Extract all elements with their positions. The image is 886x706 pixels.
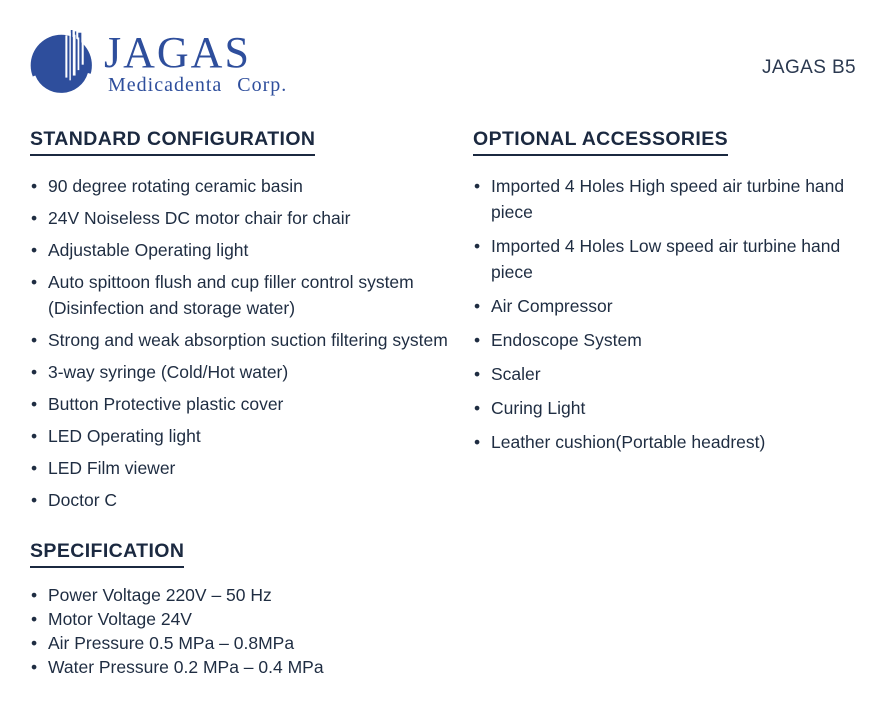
list-item: • Endoscope System bbox=[473, 327, 878, 353]
standard-configuration-title: STANDARD CONFIGURATION bbox=[30, 128, 315, 156]
list-item: • Curing Light bbox=[473, 395, 878, 421]
model-label: JAGAS B5 bbox=[761, 57, 856, 78]
list-item: • Button Protective plastic cover bbox=[30, 391, 455, 417]
standard-configuration-heading bbox=[30, 128, 473, 156]
list-item: • 3-way syringe (Cold/Hot water) bbox=[30, 359, 455, 385]
list-item: • Water Pressure 0.2 MPa – 0.4 MPa bbox=[30, 655, 455, 679]
specification-heading bbox=[30, 540, 473, 568]
list-item: • Imported 4 Holes High speed air turbine hand piece bbox=[473, 173, 878, 225]
list-item: • Scaler bbox=[473, 361, 878, 387]
left-column bbox=[30, 128, 473, 679]
header bbox=[30, 30, 858, 98]
list-item: • 90 degree rotating ceramic basin bbox=[30, 173, 455, 199]
list-item: • Strong and weak absorption suction filtering system bbox=[30, 327, 455, 353]
content-columns bbox=[30, 128, 858, 679]
list-item: • LED Film viewer bbox=[30, 455, 455, 481]
list-item: • Doctor C bbox=[30, 487, 455, 513]
brand-text bbox=[104, 28, 288, 96]
list-item: • LED Operating light bbox=[30, 423, 455, 449]
list-item: • Auto spittoon flush and cup filler control system (Disinfection and storage water) bbox=[30, 269, 455, 321]
brand-subtitle: Medicadenta Corp. bbox=[108, 74, 288, 96]
optional-accessories-heading bbox=[473, 128, 885, 156]
list-item: • Power Voltage 220V – 50 Hz bbox=[30, 583, 455, 607]
jagas-logo-icon bbox=[30, 30, 98, 98]
list-item: • Air Pressure 0.5 MPa – 0.8MPa bbox=[30, 631, 455, 655]
list-item: • Imported 4 Holes Low speed air turbine hand piece bbox=[473, 233, 878, 285]
optional-accessories-list bbox=[473, 173, 885, 455]
right-column bbox=[473, 128, 885, 679]
list-item: • Air Compressor bbox=[473, 293, 878, 319]
list-item: • 24V Noiseless DC motor chair for chair bbox=[30, 205, 455, 231]
standard-configuration-list bbox=[30, 173, 473, 513]
list-item: • Leather cushion(Portable headrest) bbox=[473, 429, 878, 455]
specification-list bbox=[30, 583, 473, 679]
list-item: • Adjustable Operating light bbox=[30, 237, 455, 263]
list-item: • Motor Voltage 24V bbox=[30, 607, 455, 631]
brand-name: JAGAS bbox=[104, 28, 251, 77]
brand-logo bbox=[30, 30, 287, 98]
optional-accessories-title: OPTIONAL ACCESSORIES bbox=[473, 128, 728, 156]
specification-title: SPECIFICATION bbox=[30, 540, 184, 568]
